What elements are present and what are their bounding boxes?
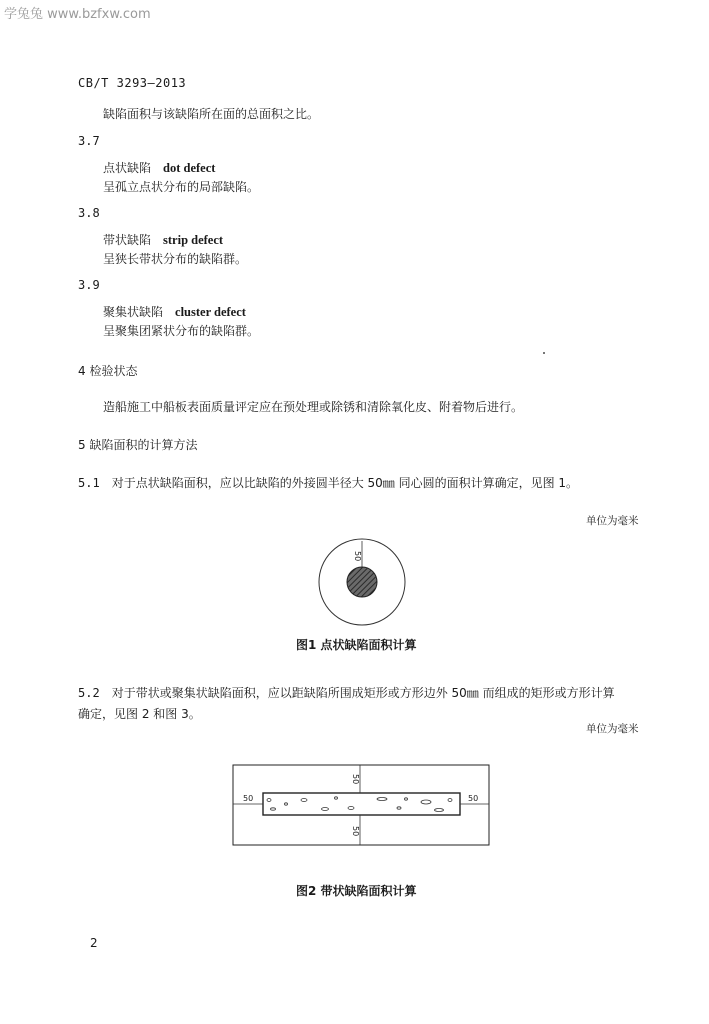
dimension-label: 50	[353, 551, 362, 562]
section-heading: 4 检验状态	[78, 364, 138, 378]
term-title	[103, 231, 223, 248]
watermark: 学兔兔 www.bzfxw.com	[4, 7, 151, 22]
defect-mark	[405, 798, 408, 800]
defect-mark	[421, 800, 431, 804]
term-definition: 呈狭长带状分布的缺陷群。	[103, 252, 248, 266]
defect-circle	[347, 567, 377, 597]
defect-mark	[435, 809, 444, 812]
figure-1-diagram	[315, 535, 411, 631]
term-en: cluster defect	[175, 305, 246, 319]
clause-number: 5.1	[78, 476, 100, 490]
clause-5-1	[78, 474, 578, 491]
defect-mark	[397, 807, 401, 809]
term-title	[103, 303, 246, 320]
figure-unit-note: 单位为毫米	[586, 723, 639, 735]
dimension-label: 50	[243, 794, 254, 803]
section-text: 造船施工中船板表面质量评定应在预处理或除锈和清除氧化皮、附着物后进行。	[103, 400, 524, 414]
continuation-text: 缺陷面积与该缺陷所在面的总面积之比。	[103, 107, 320, 121]
term-definition: 呈孤立点状分布的局部缺陷。	[103, 180, 260, 194]
figure-2-diagram	[232, 764, 490, 846]
dimension-label: 50	[468, 794, 479, 803]
clause-number: 5.2	[78, 686, 100, 700]
clause-text-continued: 确定，见图 2 和图 3。	[78, 707, 201, 721]
standard-number: CB/T 3293—2013	[78, 76, 187, 90]
term-en: strip defect	[163, 233, 224, 247]
defect-marks	[267, 797, 452, 812]
defect-mark	[348, 807, 354, 810]
dimension-label: 50	[351, 774, 360, 785]
figure-caption: 图1 点状缺陷面积计算	[296, 638, 417, 652]
term-number: 3.8	[78, 206, 100, 220]
defect-mark	[301, 799, 307, 802]
defect-mark	[448, 799, 452, 802]
scan-speck	[543, 352, 545, 354]
defect-mark	[271, 808, 276, 810]
dimension-label: 50	[351, 826, 360, 837]
term-zh: 聚集状缺陷	[103, 305, 164, 319]
term-title	[103, 159, 215, 176]
clause-5-2	[78, 684, 615, 701]
outer-rectangle	[233, 765, 489, 845]
term-number: 3.7	[78, 134, 100, 148]
defect-mark	[267, 799, 271, 802]
term-zh: 点状缺陷	[103, 161, 152, 175]
term-zh: 带状缺陷	[103, 233, 152, 247]
term-en: dot defect	[163, 161, 216, 175]
figure-caption: 图2 带状缺陷面积计算	[296, 884, 417, 898]
page-number: 2	[90, 936, 98, 950]
term-number: 3.9	[78, 278, 100, 292]
clause-text: 对于带状或聚集状缺陷面积，应以距缺陷所围成矩形或方形边外 50㎜ 而组成的矩形或方形计算	[111, 686, 615, 700]
defect-mark	[322, 808, 329, 811]
defect-mark	[285, 803, 288, 805]
clause-text: 对于点状缺陷面积，应以比缺陷的外接圆半径大 50㎜ 同心圆的面积计算确定，见图 1。	[111, 476, 579, 490]
figure-unit-note: 单位为毫米	[586, 515, 639, 527]
section-heading: 5 缺陷面积的计算方法	[78, 438, 198, 452]
term-definition: 呈聚集团紧状分布的缺陷群。	[103, 324, 260, 338]
defect-mark	[377, 798, 387, 801]
defect-strip	[263, 793, 460, 815]
defect-mark	[335, 797, 338, 799]
